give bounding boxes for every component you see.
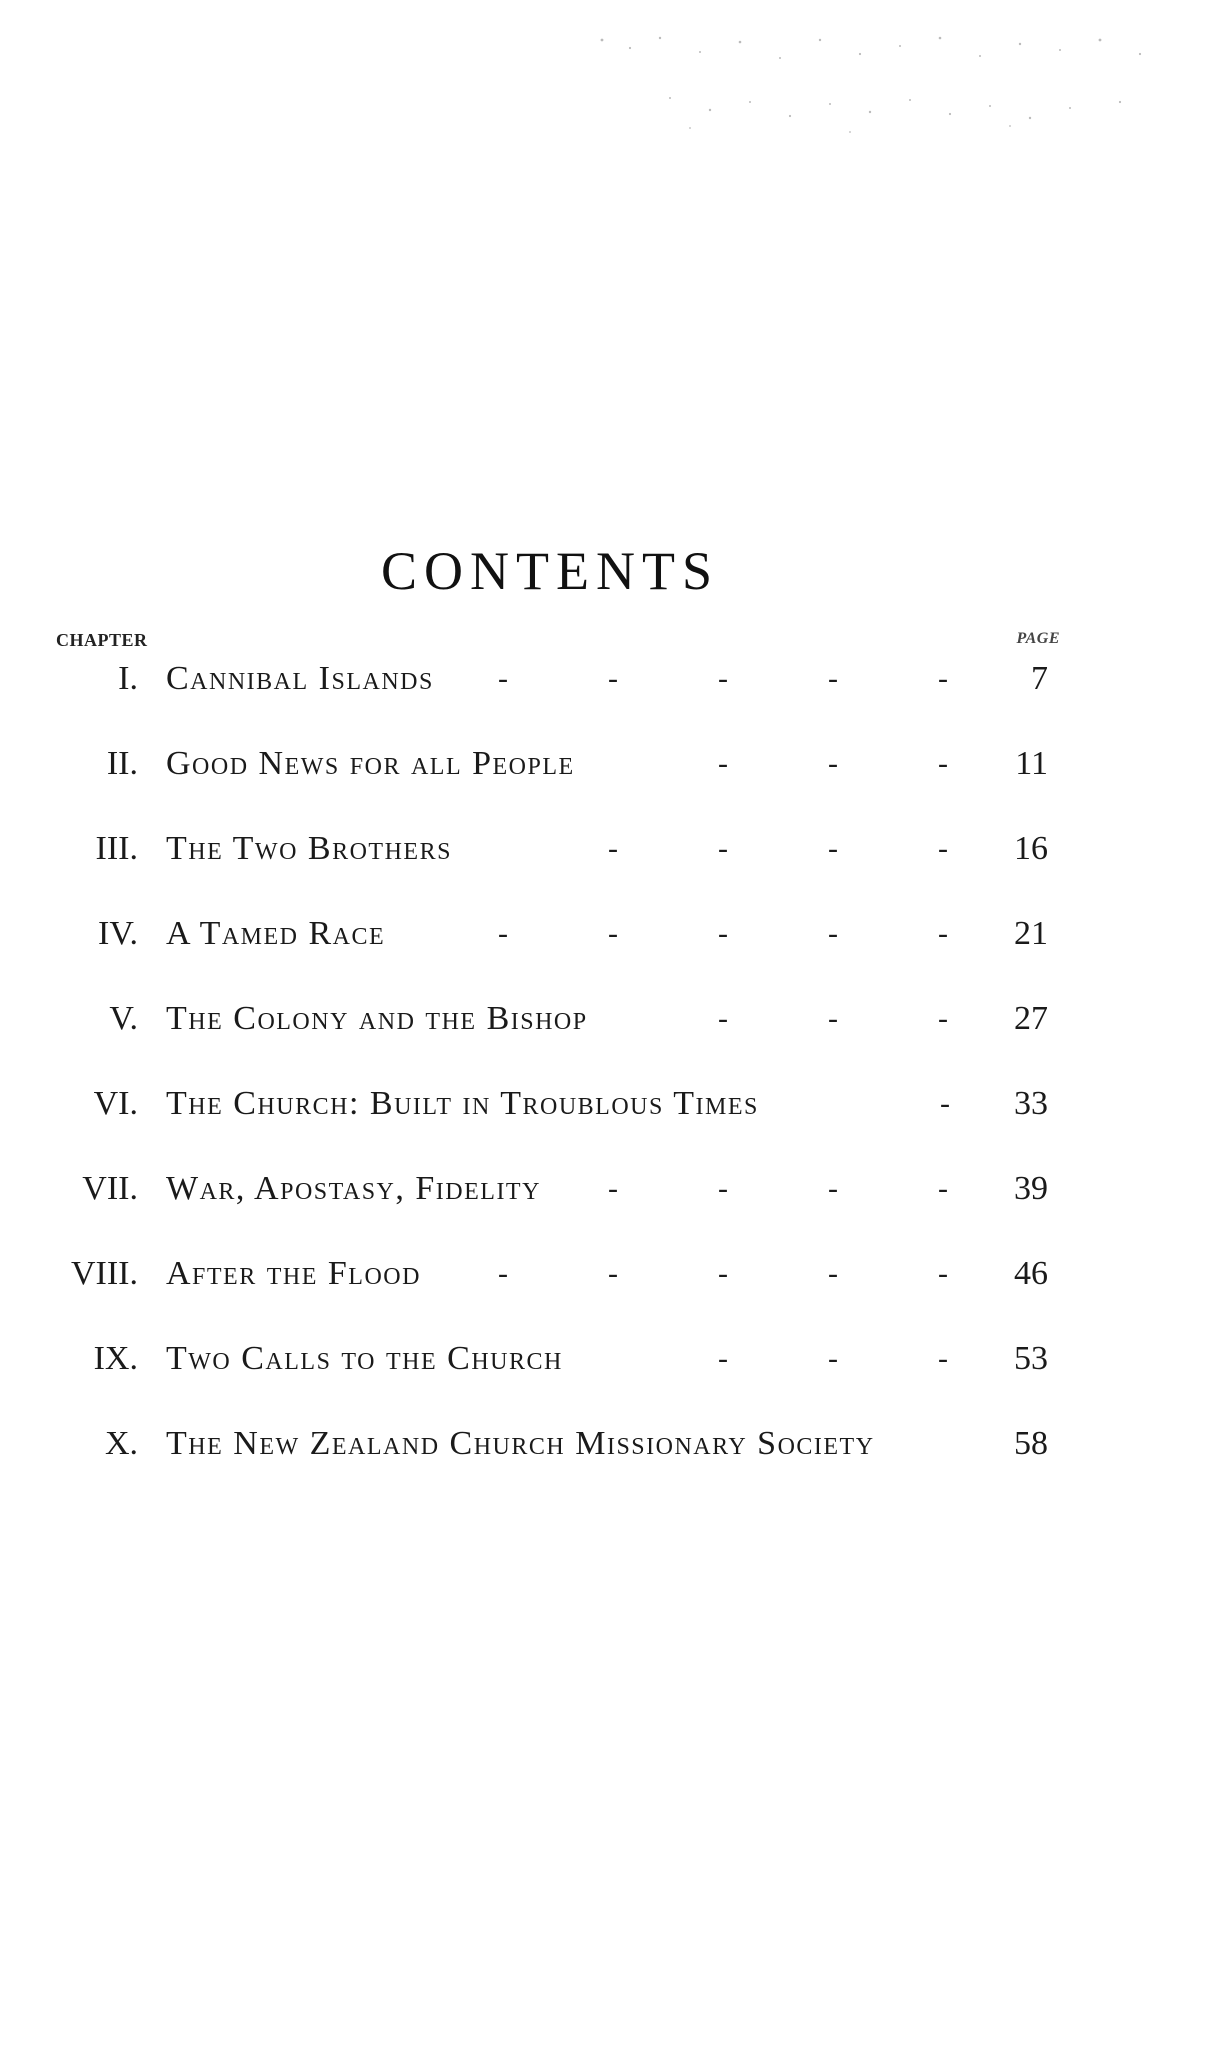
- page-number: 58: [1014, 1425, 1048, 1462]
- leader-dash: -: [718, 832, 728, 865]
- toc-entry: [0, 745, 1228, 805]
- page-number: 39: [1014, 1170, 1048, 1207]
- leader-dash: -: [608, 1172, 618, 1205]
- leader-dash: -: [498, 662, 508, 695]
- leader-dash: -: [940, 1087, 950, 1120]
- leader-dash: -: [608, 917, 618, 950]
- page-title: CONTENTS: [381, 541, 719, 601]
- leader-dash: -: [718, 1342, 728, 1375]
- chapter-number: V.: [109, 1000, 138, 1037]
- leader-dash: -: [608, 662, 618, 695]
- leader-dash: -: [608, 832, 618, 865]
- leader-dash: -: [828, 662, 838, 695]
- chapter-number: I.: [118, 660, 138, 697]
- chapter-column-heading: CHAPTER: [56, 630, 148, 650]
- page-number: 21: [1014, 915, 1048, 952]
- toc-entry: [0, 1170, 1228, 1230]
- leader-dash: -: [938, 917, 948, 950]
- leader-dash: -: [938, 1172, 948, 1205]
- leader-dash: -: [938, 1002, 948, 1035]
- toc-entry: [0, 915, 1228, 975]
- leader-dash: -: [828, 1257, 838, 1290]
- chapter-number: VII.: [82, 1170, 138, 1207]
- page-number: 7: [1031, 660, 1048, 697]
- leader-dash: -: [718, 747, 728, 780]
- chapter-title: War, Apostasy, Fidelity: [166, 1170, 541, 1207]
- page-number: 33: [1014, 1085, 1048, 1122]
- leader-dash: -: [498, 1257, 508, 1290]
- leader-dash: -: [718, 662, 728, 695]
- chapter-title: The Two Brothers: [166, 830, 452, 867]
- chapter-title: Cannibal Islands: [166, 660, 434, 697]
- chapter-number: III.: [95, 830, 138, 867]
- chapter-title: The Colony and the Bishop: [166, 1000, 588, 1037]
- scan-speckle-noise: [590, 28, 1190, 138]
- leader-dash: -: [828, 1342, 838, 1375]
- leader-dash: -: [938, 1342, 948, 1375]
- toc-entry: [0, 1000, 1228, 1060]
- page-number: 27: [1014, 1000, 1048, 1037]
- chapter-title: The New Zealand Church Missionary Society: [166, 1425, 875, 1462]
- chapter-title: Two Calls to the Church: [166, 1340, 563, 1377]
- chapter-number: X.: [104, 1425, 138, 1462]
- chapter-number: VI.: [93, 1085, 138, 1122]
- leader-dash: -: [608, 1257, 618, 1290]
- toc-entry: [0, 1340, 1228, 1400]
- leader-dash: -: [828, 1002, 838, 1035]
- leader-dash: -: [828, 1172, 838, 1205]
- chapter-title: A Tamed Race: [166, 915, 386, 952]
- toc-entry: [0, 1255, 1228, 1315]
- chapter-number: II.: [106, 745, 138, 782]
- chapter-number: VIII.: [70, 1255, 138, 1292]
- toc-entry: [0, 660, 1228, 720]
- leader-dash: -: [938, 832, 948, 865]
- page-column-heading: PAGE: [1016, 630, 1060, 647]
- leader-dash: -: [718, 1002, 728, 1035]
- leader-dash: -: [938, 747, 948, 780]
- page-number: 11: [1015, 745, 1048, 782]
- toc-entry: [0, 1425, 1228, 1485]
- leader-dash: -: [828, 747, 838, 780]
- chapter-title: After the Flood: [166, 1255, 421, 1292]
- toc-entry: [0, 1085, 1228, 1145]
- chapter-title: Good News for all People: [166, 745, 575, 782]
- chapter-number: IX.: [93, 1340, 138, 1377]
- toc-entry: [0, 830, 1228, 890]
- chapter-title: The Church: Built in Troublous Times: [166, 1085, 759, 1122]
- chapter-number: IV.: [98, 915, 138, 952]
- leader-dash: -: [938, 1257, 948, 1290]
- page-number: 16: [1014, 830, 1048, 867]
- leader-dash: -: [718, 1172, 728, 1205]
- page-number: 46: [1014, 1255, 1048, 1292]
- leader-dash: -: [718, 1257, 728, 1290]
- leader-dash: -: [938, 662, 948, 695]
- leader-dash: -: [828, 832, 838, 865]
- leader-dash: -: [828, 917, 838, 950]
- page-number: 53: [1014, 1340, 1048, 1377]
- leader-dash: -: [498, 917, 508, 950]
- leader-dash: -: [718, 917, 728, 950]
